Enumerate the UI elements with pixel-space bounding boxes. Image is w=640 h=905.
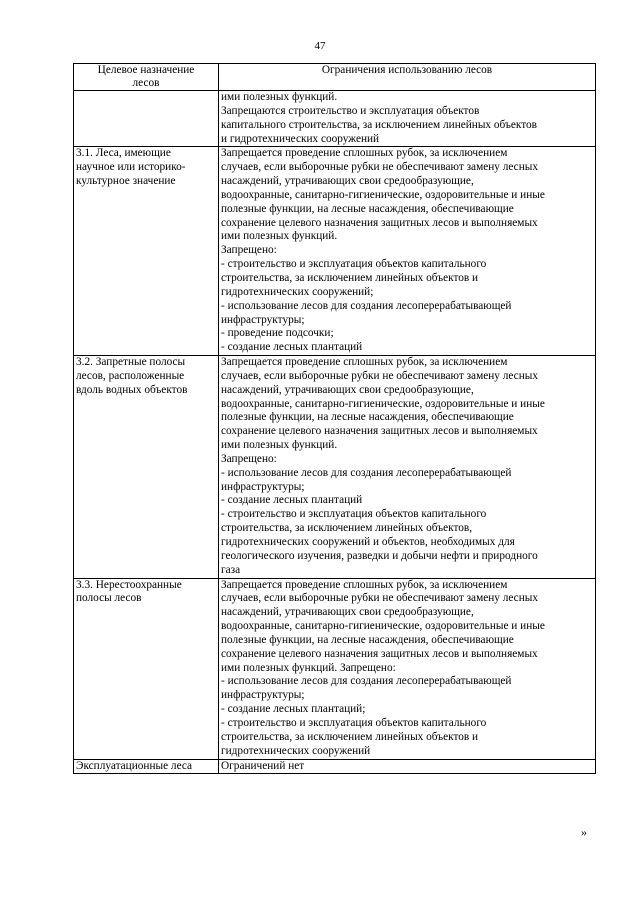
text-line: Запрещается проведение сплошных рубок, за исключением	[221, 147, 508, 160]
text-line: геологического изучения, разведки и добычи нефти и природного	[221, 549, 538, 562]
text-line: гидротехнических сооружений;	[221, 285, 374, 298]
text-line: случаев, если выборочные рубки не обеспечивают замену лесных	[221, 369, 538, 382]
text-line: полезные функции, на лесные насаждения, обеспечивающие	[221, 202, 514, 215]
text-line: культурное значение	[76, 175, 176, 188]
text-line: гидротехнических сооружений	[221, 744, 371, 757]
text-line: - строительство и эксплуатация объектов капитального	[221, 716, 487, 729]
purpose-cell	[74, 147, 219, 356]
text-line: случаев, если выборочные рубки не обеспечивают замену лесных	[221, 592, 538, 605]
text-line: сохранение целевого назначения защитных лесов и выполняемых	[221, 425, 538, 438]
text-line: - использование лесов для создания лесоперерабатывающей	[221, 466, 512, 479]
table-row	[74, 356, 596, 579]
text-line: Запрещено:	[221, 244, 277, 257]
text-line: и гидротехнических сооружений	[221, 132, 380, 145]
text-line: - использование лесов для создания лесоперерабатывающей	[221, 675, 512, 688]
table-header-row	[74, 64, 596, 91]
purpose-cell	[74, 759, 219, 774]
text-line: Запрещено:	[221, 452, 277, 465]
text-line: Запрещаются строительство и эксплуатация объектов	[221, 104, 480, 117]
text-line: ими полезных функций.	[221, 439, 338, 452]
text-line: Запрещается проведение сплошных рубок, за исключением	[221, 578, 508, 591]
header-restrictions	[219, 64, 596, 91]
text-line: насаждений, утрачивающих свои средообразующие,	[221, 383, 474, 396]
text-line: - строительство и эксплуатация объектов капитального	[221, 258, 487, 271]
page-number: 47	[314, 40, 326, 52]
restrictions-cell	[219, 147, 596, 356]
header-line: Ограничения использованию лесов	[321, 64, 493, 76]
text-line: газа	[221, 563, 241, 576]
header-purpose	[74, 64, 219, 91]
header-line: Целевое назначение	[97, 64, 195, 76]
restrictions-cell	[219, 759, 596, 774]
table-row	[74, 91, 596, 147]
text-line: гидротехнических сооружений и объектов, необходимых для	[221, 536, 515, 548]
text-line: Ограничений нет	[221, 759, 305, 772]
text-line: строительства, за исключением линейных объектов и	[221, 271, 479, 284]
table-row	[74, 759, 596, 774]
header-line: лесов	[132, 77, 160, 89]
text-line: водоохранные, санитарно-гигиенические, оздоровительные и иные	[221, 620, 545, 633]
text-line: инфраструктуры;	[221, 480, 305, 493]
text-line: ими полезных функций.	[221, 230, 338, 243]
table-row	[74, 147, 596, 356]
text-line: - проведение подсочки;	[221, 327, 334, 340]
text-line: Запрещается проведение сплошных рубок, за исключением	[221, 356, 508, 369]
purpose-cell	[74, 91, 219, 147]
text-line: - использование лесов для создания лесоперерабатывающей	[221, 299, 512, 312]
text-line: 3.1. Леса, имеющие	[76, 147, 171, 160]
text-line: научное или историко-	[76, 161, 186, 174]
forest-restrictions-table	[73, 63, 596, 774]
text-line: строительства, за исключением линейных объектов,	[221, 522, 473, 535]
text-line: водоохранные, санитарно-гигиенические, оздоровительные и иные	[221, 188, 545, 201]
text-line: случаев, если выборочные рубки не обеспечивают замену лесных	[221, 161, 538, 174]
text-line: - создание лесных плантаций;	[221, 703, 366, 716]
text-line: инфраструктуры;	[221, 313, 305, 326]
purpose-cell	[74, 578, 219, 759]
closing-quote: »	[581, 825, 587, 839]
text-line: 3.3. Нерестоохранные	[76, 578, 182, 591]
text-line: 3.2. Запретные полосы	[76, 356, 186, 369]
text-line: сохранение целевого назначения защитных лесов и выполняемых	[221, 216, 538, 229]
text-line: полезные функции, на лесные насаждения, обеспечивающие	[221, 411, 514, 424]
purpose-cell	[74, 356, 219, 579]
text-line: - создание лесных плантаций	[221, 494, 363, 507]
text-line: вдоль водных объектов	[76, 383, 188, 396]
text-line: насаждений, утрачивающих свои средообразующие,	[221, 175, 474, 188]
text-line: - строительство и эксплуатация объектов капитального	[221, 508, 487, 521]
text-line: строительства, за исключением линейных объектов и	[221, 730, 479, 743]
text-line: полосы лесов	[76, 592, 142, 605]
text-line: капитального строительства, за исключением линейных объектов	[221, 118, 537, 131]
text-line: полезные функции, на лесные насаждения, обеспечивающие	[221, 633, 514, 646]
text-line: сохранение целевого назначения защитных лесов и выполняемых	[221, 647, 538, 660]
table-row	[74, 578, 596, 759]
text-line: - создание лесных плантаций	[221, 341, 363, 354]
text-line: насаждений, утрачивающих свои средообразующие,	[221, 606, 474, 619]
text-line: ими полезных функций.	[221, 91, 338, 103]
text-line: инфраструктуры;	[221, 689, 305, 702]
text-line: лесов, расположенные	[76, 369, 185, 382]
restrictions-cell	[219, 91, 596, 147]
restrictions-cell	[219, 356, 596, 579]
text-line: ими полезных функций. Запрещено:	[221, 661, 396, 674]
text-line: водоохранные, санитарно-гигиенические, оздоровительные и иные	[221, 397, 545, 410]
text-line: Эксплуатационные леса	[76, 759, 193, 772]
restrictions-cell	[219, 578, 596, 759]
